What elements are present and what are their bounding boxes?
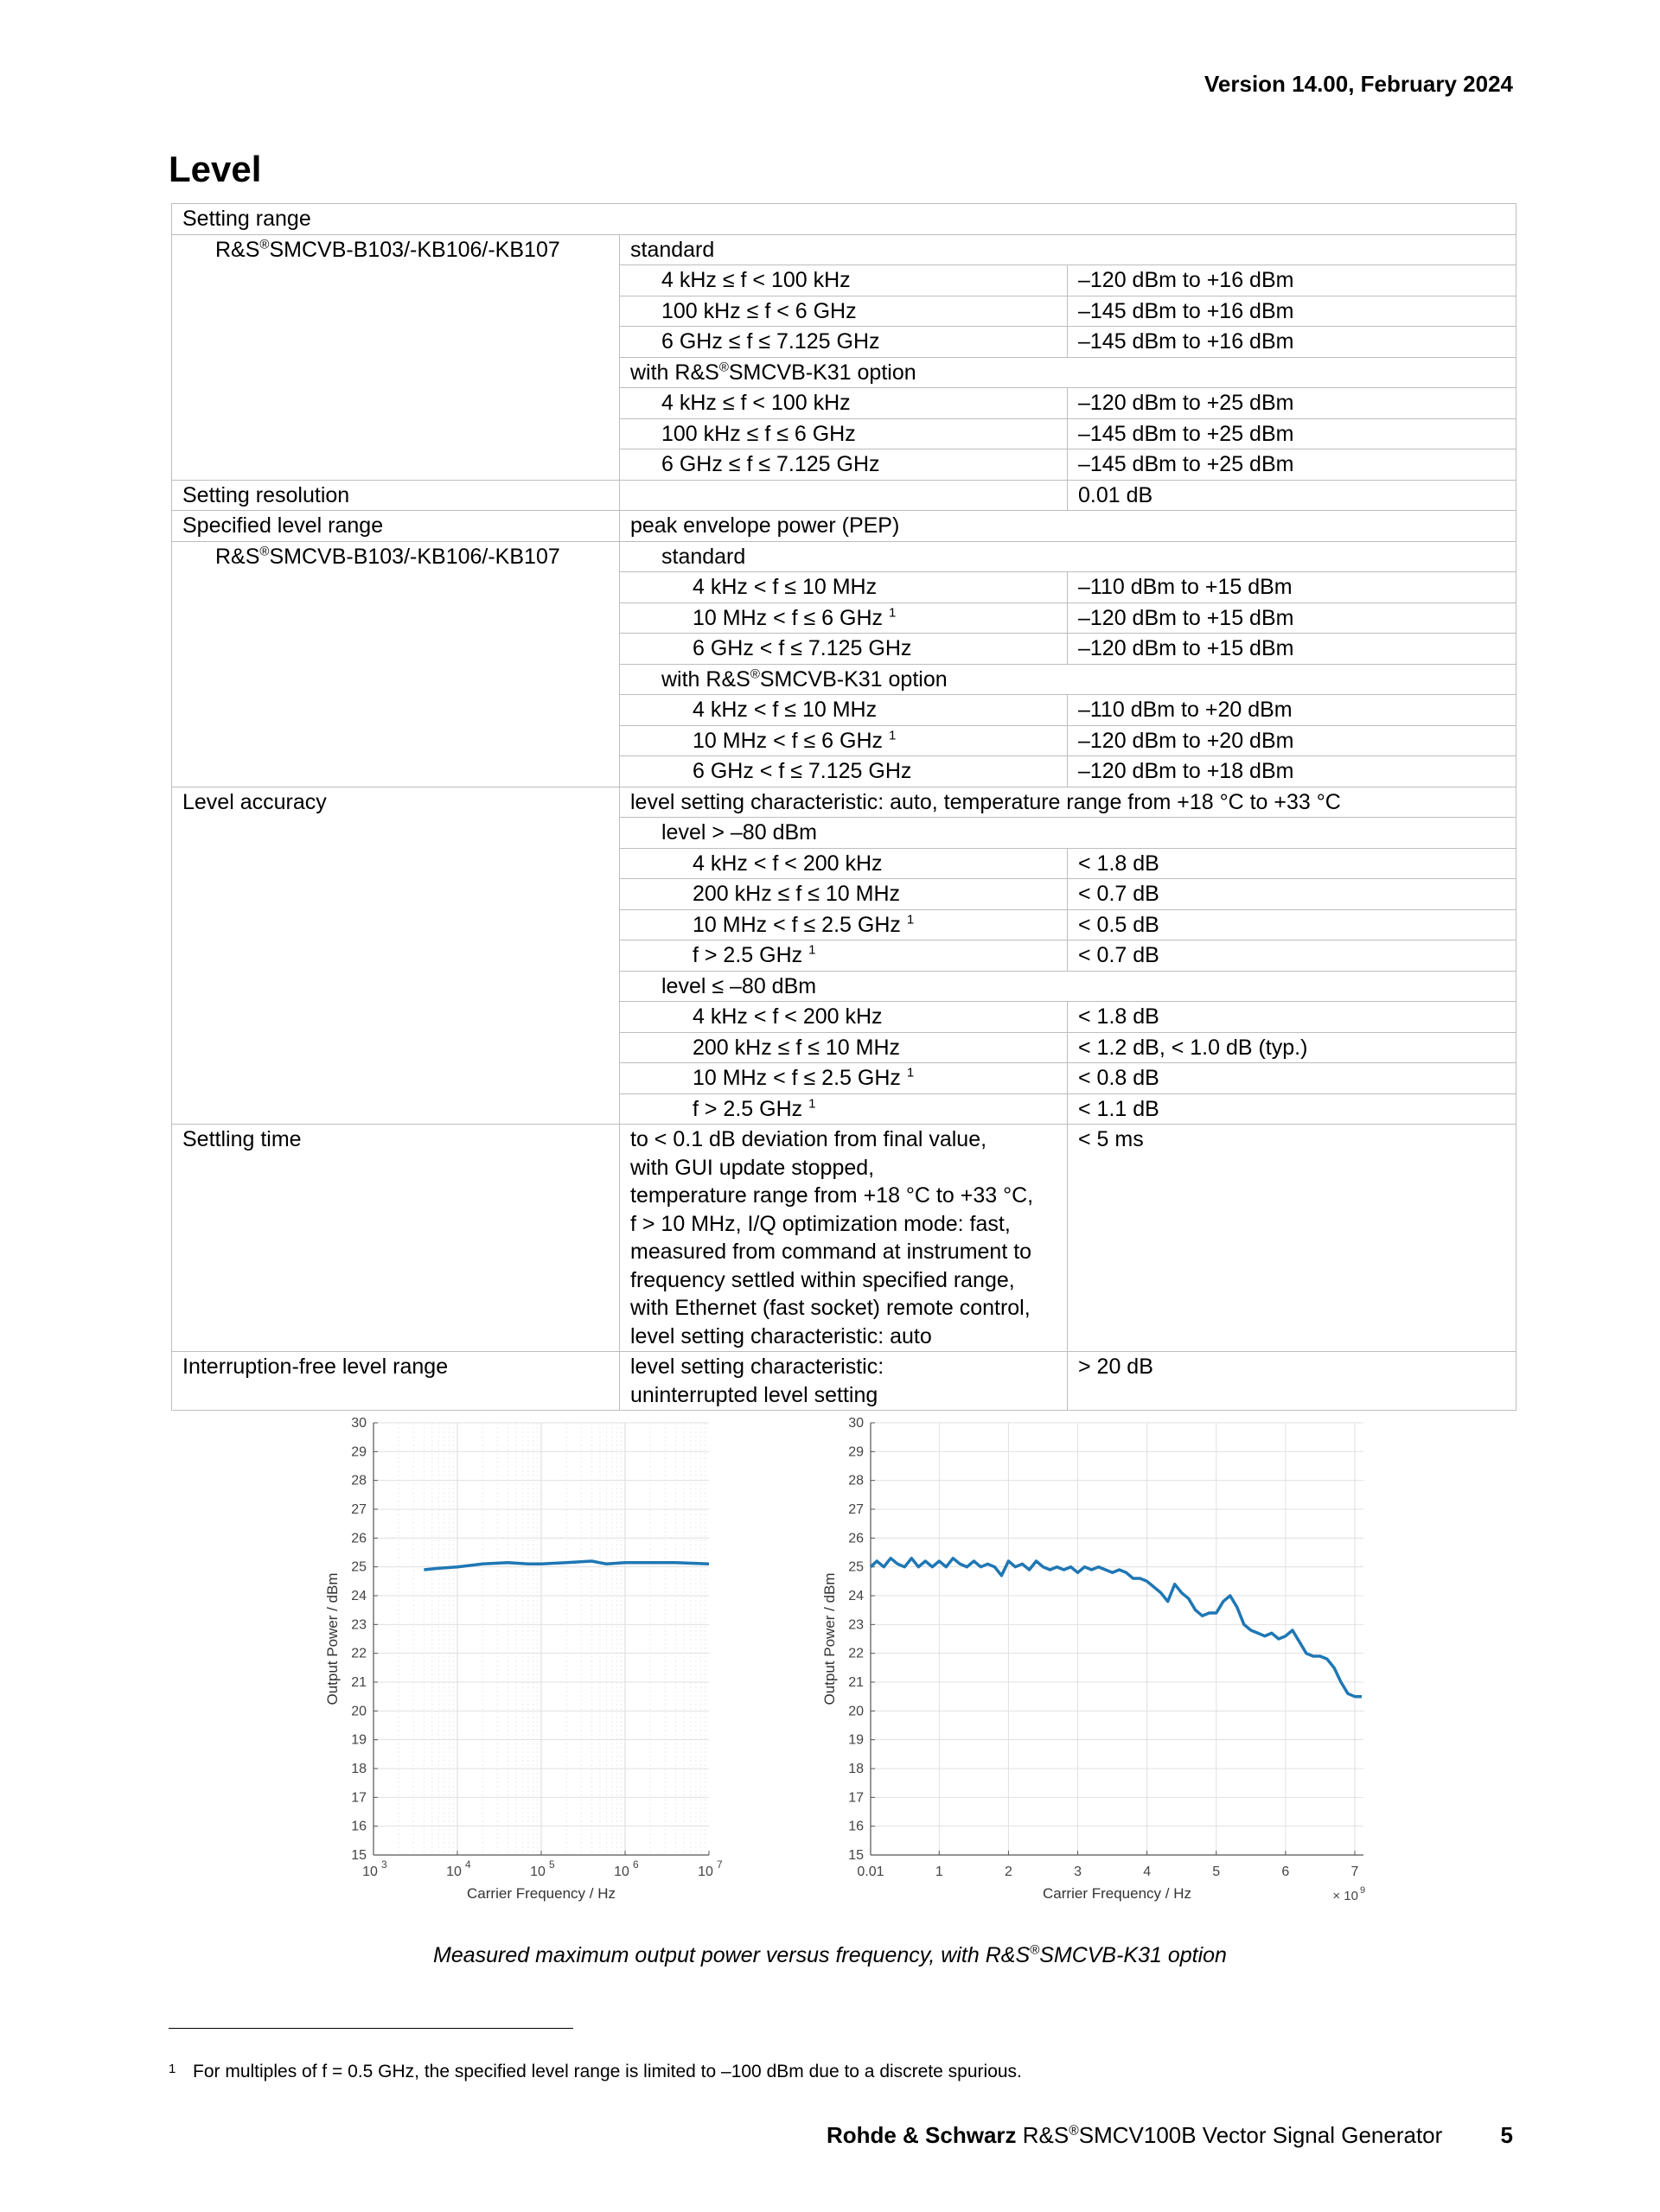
- x-tick-label: 10: [614, 1865, 629, 1879]
- param-specified-level-range: Specified level range: [172, 511, 620, 542]
- param-interruption-free: Interruption-free level range: [172, 1352, 620, 1411]
- condition-label: peak envelope power (PEP): [620, 511, 1516, 542]
- interruption-conditions: level setting characteristic: uninterrupted level setting: [620, 1352, 1068, 1411]
- param-setting-resolution: Setting resolution: [172, 480, 620, 511]
- y-tick-label: 28: [351, 1473, 367, 1488]
- x-tick-label: 5: [1212, 1865, 1221, 1879]
- x-tick-label: 10: [698, 1865, 713, 1879]
- y-tick-label: 27: [848, 1502, 864, 1517]
- registered-mark: ®: [718, 360, 729, 375]
- table-row: [172, 204, 1516, 235]
- chart-output-power-high-freq: [817, 1407, 1370, 1917]
- level-value: –120 dBm to +20 dBm: [1068, 725, 1516, 756]
- chart-output-power-low-freq: [320, 1407, 726, 1917]
- registered-mark: ®: [1030, 1942, 1040, 1958]
- document-version: Version 14.00, February 2024: [1204, 71, 1513, 97]
- freq-range: 200 kHz ≤ f ≤ 10 MHz: [620, 1032, 1068, 1063]
- grid: [374, 1423, 709, 1855]
- x-tick-label: 10: [446, 1865, 462, 1879]
- model-label: R&S®SMCVB-B103/-KB106/-KB107: [172, 541, 620, 787]
- accuracy-value: < 0.7 dB: [1068, 879, 1516, 910]
- y-tick-label: 30: [351, 1416, 367, 1431]
- y-tick-label: 16: [351, 1819, 367, 1834]
- x-exponent-power: 9: [1360, 1885, 1366, 1896]
- freq-range: 200 kHz ≤ f ≤ 10 MHz: [620, 879, 1068, 910]
- level-value: –120 dBm to +15 dBm: [1068, 634, 1516, 665]
- y-tick-label: 27: [351, 1502, 367, 1517]
- param-setting-range: Setting range: [172, 204, 1516, 235]
- y-tick-label: 16: [848, 1819, 864, 1834]
- condition-label: with R&S®SMCVB-K31 option: [620, 357, 1516, 388]
- y-axis-label: Output Power / dBm: [821, 1572, 838, 1705]
- accuracy-value: < 0.8 dB: [1068, 1063, 1516, 1094]
- freq-range: 6 GHz < f ≤ 7.125 GHz: [620, 634, 1068, 665]
- y-tick-label: 24: [848, 1589, 864, 1603]
- level-value: –110 dBm to +15 dBm: [1068, 572, 1516, 603]
- footnote-divider: [169, 2028, 573, 2029]
- condition-label: standard: [620, 234, 1516, 265]
- footnote-ref: 1: [906, 912, 915, 928]
- accuracy-value: < 1.2 dB, < 1.0 dB (typ.): [1068, 1032, 1516, 1063]
- series-line: [871, 1559, 1362, 1697]
- freq-range: 4 kHz < f < 200 kHz: [620, 848, 1068, 879]
- grid: [871, 1423, 1363, 1855]
- section-title: Level: [169, 149, 262, 189]
- level-value: –110 dBm to +20 dBm: [1068, 695, 1516, 726]
- freq-range: 10 MHz < f ≤ 6 GHz $^1$: [620, 725, 1068, 756]
- model-label: R&S®SMCVB-B103/-KB106/-KB107: [172, 234, 620, 480]
- x-tick-exponent: 5: [549, 1858, 555, 1871]
- freq-range: 100 kHz ≤ f < 6 GHz: [620, 296, 1068, 327]
- level-value: –120 dBm to +16 dBm: [1068, 265, 1516, 296]
- footer-brand: Rohde & Schwarz: [826, 2122, 1017, 2148]
- table-row: [172, 511, 1516, 542]
- freq-range: 4 kHz < f ≤ 10 MHz: [620, 572, 1068, 603]
- freq-range: 100 kHz ≤ f ≤ 6 GHz: [620, 418, 1068, 449]
- y-tick-label: 29: [351, 1444, 367, 1460]
- footnote-ref: 1: [889, 605, 897, 621]
- registered-mark: ®: [259, 237, 270, 252]
- footnote-number: 1: [169, 2062, 176, 2076]
- accuracy-value: < 1.8 dB: [1068, 1002, 1516, 1033]
- condition-label: level setting characteristic: auto, temperature range from +18 °C to +33 °C: [620, 787, 1516, 818]
- settling-conditions: to < 0.1 dB deviation from final value, with GUI update stopped, temperature range from +18 °C to +33 °C, f > 10 MHz, I/Q optimization mode: fast, measured from command at instrument to frequency settled within specified range, with Ethernet (fast socket) remote control, level setting characteristic: auto: [620, 1125, 1068, 1352]
- x-tick-label: 6: [1281, 1865, 1290, 1879]
- settling-value: < 5 ms: [1068, 1125, 1516, 1352]
- param-level-accuracy: Level accuracy: [172, 787, 620, 1125]
- x-tick-label: 2: [1004, 1865, 1012, 1879]
- footnote-ref: 1: [808, 942, 816, 958]
- freq-range: 4 kHz < f ≤ 10 MHz: [620, 695, 1068, 726]
- x-exponent-label: × 10: [1332, 1889, 1358, 1903]
- level-spec-table: [171, 203, 1516, 1411]
- footer-product: R&S®SMCV100B Vector Signal Generator: [1022, 2122, 1443, 2148]
- level-value: –145 dBm to +25 dBm: [1068, 418, 1516, 449]
- y-tick-label: 23: [351, 1617, 367, 1633]
- condition-label: with R&S®SMCVB-K31 option: [620, 664, 1516, 695]
- x-tick-label: 3: [1074, 1865, 1082, 1879]
- x-tick-exponent: 7: [717, 1858, 723, 1871]
- level-value: –120 dBm to +25 dBm: [1068, 388, 1516, 419]
- y-tick-label: 29: [848, 1444, 864, 1460]
- x-axis-label: Carrier Frequency / Hz: [1043, 1885, 1191, 1902]
- freq-range: 10 MHz < f ≤ 2.5 GHz $^1$: [620, 909, 1068, 940]
- x-tick-label: 10: [362, 1865, 378, 1879]
- y-tick-label: 24: [351, 1589, 367, 1603]
- y-tick-label: 25: [351, 1559, 367, 1575]
- y-axis-label: Output Power / dBm: [324, 1572, 341, 1705]
- y-tick-label: 26: [848, 1531, 864, 1546]
- y-tick-label: 20: [848, 1704, 864, 1719]
- table-row: [172, 1352, 1516, 1411]
- freq-range: 6 GHz ≤ f ≤ 7.125 GHz: [620, 327, 1068, 358]
- registered-mark: ®: [259, 544, 270, 559]
- footnote-ref: 1: [906, 1065, 915, 1081]
- y-tick-label: 28: [848, 1473, 864, 1488]
- condition-label: level > –80 dBm: [620, 818, 1516, 849]
- y-tick-label: 23: [848, 1617, 864, 1633]
- condition-label: level ≤ –80 dBm: [620, 971, 1516, 1002]
- level-value: –120 dBm to +15 dBm: [1068, 602, 1516, 634]
- footnote-ref: 1: [808, 1096, 816, 1112]
- y-tick-label: 26: [351, 1531, 367, 1546]
- x-tick-label: 1: [935, 1865, 943, 1879]
- footnote: [169, 2062, 1022, 2082]
- table-row: [172, 541, 1516, 572]
- freq-range: 6 GHz ≤ f ≤ 7.125 GHz: [620, 449, 1068, 481]
- accuracy-value: < 0.7 dB: [1068, 940, 1516, 972]
- table-row: [172, 787, 1516, 818]
- freq-range: f > 2.5 GHz $^1$: [620, 1093, 1068, 1125]
- y-tick-label: 20: [351, 1704, 367, 1719]
- freq-range: f > 2.5 GHz $^1$: [620, 940, 1068, 972]
- registered-mark: ®: [1069, 2123, 1079, 2139]
- y-tick-label: 19: [848, 1732, 864, 1748]
- param-settling-time: Settling time: [172, 1125, 620, 1352]
- registered-mark: ®: [750, 666, 760, 682]
- y-tick-label: 18: [848, 1762, 864, 1776]
- interruption-value: > 20 dB: [1068, 1352, 1516, 1411]
- x-tick-exponent: 4: [465, 1858, 471, 1871]
- empty-cell: [620, 480, 1068, 511]
- condition-label: standard: [620, 541, 1516, 572]
- freq-range: 10 MHz < f ≤ 2.5 GHz $^1$: [620, 1063, 1068, 1094]
- accuracy-value: < 0.5 dB: [1068, 909, 1516, 940]
- table-row: [172, 234, 1516, 265]
- x-tick-exponent: 6: [633, 1858, 639, 1871]
- level-value: –120 dBm to +18 dBm: [1068, 756, 1516, 787]
- x-tick-label: 10: [530, 1865, 546, 1879]
- freq-range: 10 MHz < f ≤ 6 GHz $^1$: [620, 602, 1068, 634]
- freq-range: 4 kHz < f < 200 kHz: [620, 1002, 1068, 1033]
- level-value: –145 dBm to +16 dBm: [1068, 296, 1516, 327]
- accuracy-value: < 1.1 dB: [1068, 1093, 1516, 1125]
- table-row: [172, 480, 1516, 511]
- x-tick-label: 0.01: [857, 1865, 884, 1879]
- y-tick-label: 15: [351, 1848, 367, 1863]
- x-axis-label: Carrier Frequency / Hz: [467, 1885, 616, 1902]
- accuracy-value: < 1.8 dB: [1068, 848, 1516, 879]
- x-tick-exponent: 3: [381, 1858, 387, 1871]
- x-tick-label: 7: [1350, 1865, 1359, 1879]
- page-number: 5: [1500, 2122, 1513, 2148]
- y-tick-label: 30: [848, 1416, 864, 1431]
- footnote-text: For multiples of f = 0.5 GHz, the specified level range is limited to –100 dBm due to a discrete spurious.: [193, 2062, 1022, 2081]
- freq-range: 4 kHz ≤ f < 100 kHz: [620, 265, 1068, 296]
- level-value: –145 dBm to +25 dBm: [1068, 449, 1516, 481]
- table-row: [172, 1125, 1516, 1352]
- y-tick-label: 19: [351, 1732, 367, 1748]
- figure-caption: Measured maximum output power versus frequency, with R&S®SMCVB-K31 option: [433, 1942, 1227, 1967]
- freq-range: 6 GHz < f ≤ 7.125 GHz: [620, 756, 1068, 787]
- y-tick-label: 18: [351, 1762, 367, 1776]
- y-tick-label: 17: [848, 1790, 864, 1806]
- y-tick-label: 17: [351, 1790, 367, 1806]
- resolution-value: 0.01 dB: [1068, 480, 1516, 511]
- footnote-ref: 1: [889, 728, 897, 743]
- level-value: –145 dBm to +16 dBm: [1068, 327, 1516, 358]
- y-tick-label: 15: [848, 1848, 864, 1863]
- x-tick-label: 4: [1143, 1865, 1152, 1879]
- y-tick-label: 21: [351, 1675, 367, 1690]
- page-footer: [827, 2122, 1513, 2149]
- y-tick-label: 22: [351, 1646, 367, 1661]
- y-tick-label: 25: [848, 1559, 864, 1575]
- y-tick-label: 21: [848, 1675, 864, 1690]
- freq-range: 4 kHz ≤ f < 100 kHz: [620, 388, 1068, 419]
- y-tick-label: 22: [848, 1646, 864, 1661]
